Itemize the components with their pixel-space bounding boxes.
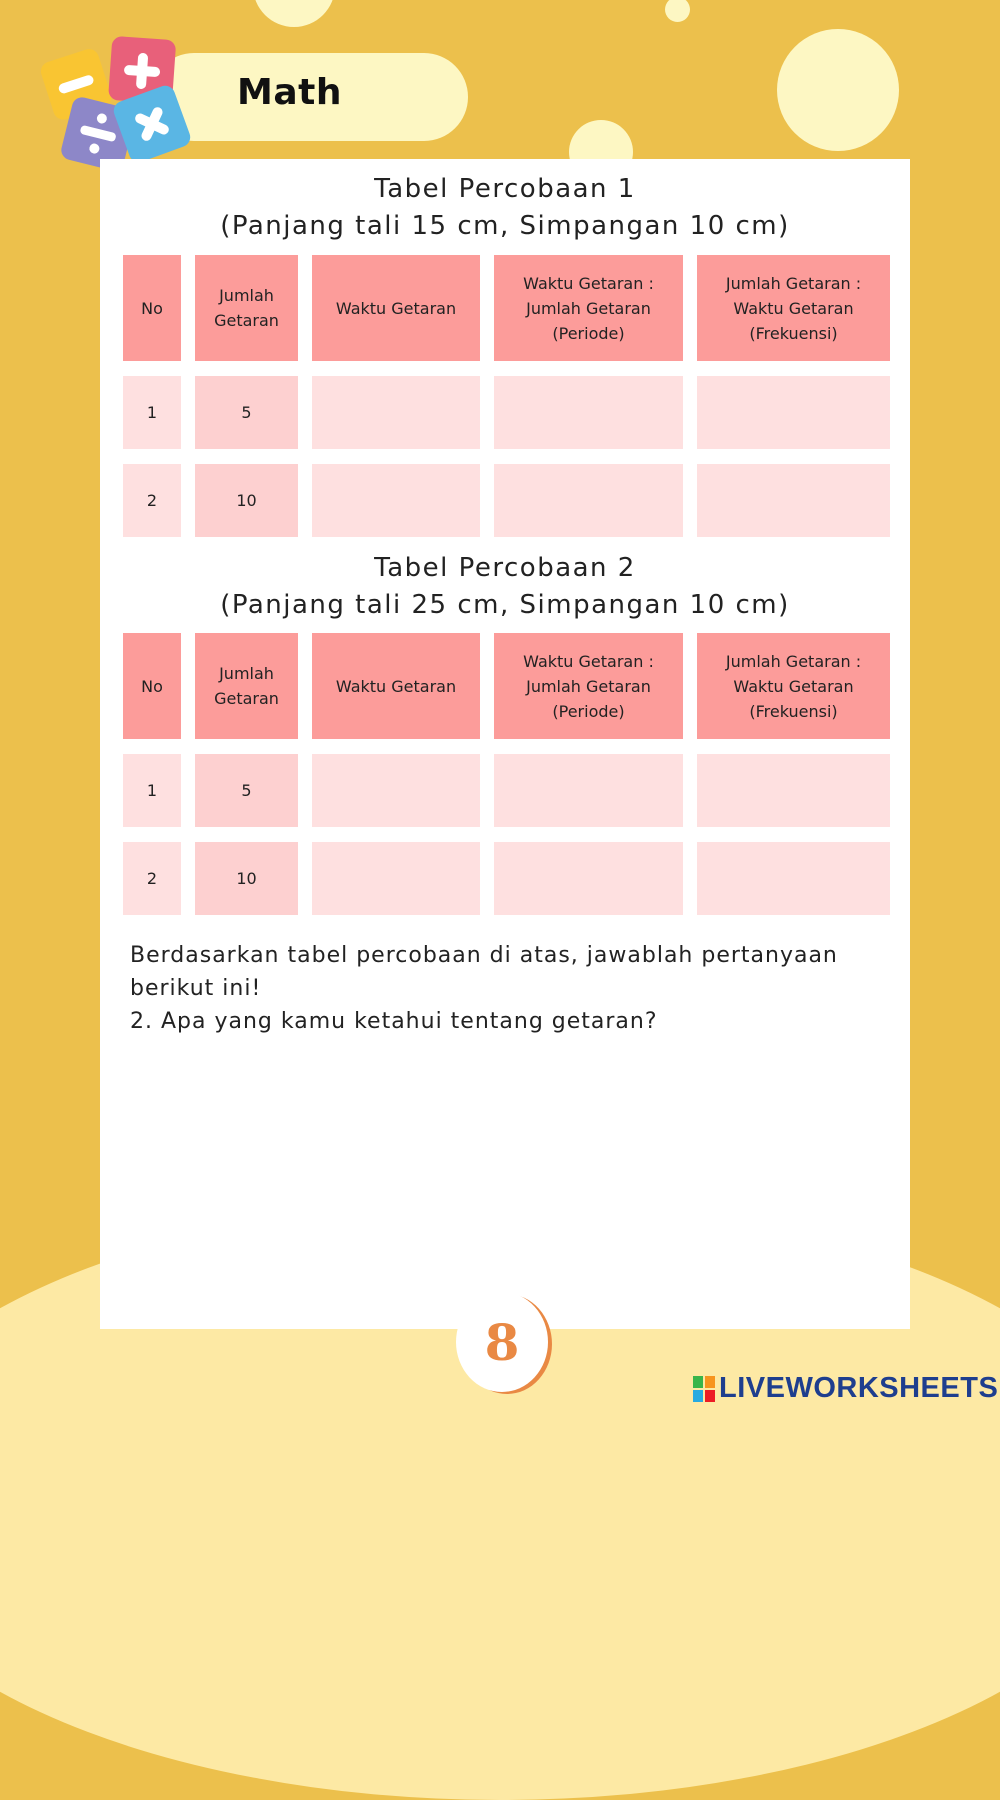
table2-subtitle: (Panjang tali 25 cm, Simpangan 10 cm) [220, 590, 790, 620]
table1-row1-frekuensi-input[interactable] [697, 376, 890, 449]
table2-row2-jumlah: 10 [195, 842, 298, 915]
table1-row1-jumlah: 5 [195, 376, 298, 449]
table1-row1-no: 1 [123, 376, 181, 449]
page-title: Math [237, 72, 342, 113]
table1-subtitle: (Panjang tali 15 cm, Simpangan 10 cm) [220, 211, 790, 241]
table2-row2-periode-input[interactable] [494, 842, 683, 915]
decor-circle [777, 29, 899, 151]
question-block [130, 939, 870, 1038]
liveworksheets-brand [693, 1372, 998, 1405]
table1-row1-periode-input[interactable] [494, 376, 683, 449]
table2-row1-jumlah: 5 [195, 754, 298, 827]
table1-row1-waktu-input[interactable] [312, 376, 480, 449]
table2-header-periode: Waktu Getaran : Jumlah Getaran (Periode) [494, 633, 683, 739]
table2-row2-frekuensi-input[interactable] [697, 842, 890, 915]
table2-title: Tabel Percobaan 2 [374, 553, 636, 583]
table1-row2-no: 2 [123, 464, 181, 537]
question-intro: Berdasarkan tabel percobaan di atas, jawablah pertanyaan berikut ini! [130, 943, 838, 1001]
question-item: 2. Apa yang kamu ketahui tentang getaran? [130, 1009, 658, 1034]
table2-row2-waktu-input[interactable] [312, 842, 480, 915]
decor-circle [665, 0, 690, 22]
table2-header-jumlah-getaran: Jumlah Getaran [195, 633, 298, 739]
liveworksheets-text: LIVEWORKSHEETS [719, 1372, 999, 1404]
table2-header-frekuensi: Jumlah Getaran : Waktu Getaran (Frekuensi) [697, 633, 890, 739]
table1-title: Tabel Percobaan 1 [374, 174, 636, 204]
liveworksheets-logo-icon [693, 1376, 715, 1402]
table1-header-no: No [123, 255, 181, 361]
table1-row2-jumlah: 10 [195, 464, 298, 537]
decor-circle [253, 0, 335, 27]
page-number: 8 [456, 1292, 548, 1392]
table1-header-jumlah-getaran: Jumlah Getaran [195, 255, 298, 361]
table2-header-no: No [123, 633, 181, 739]
table2-row1-frekuensi-input[interactable] [697, 754, 890, 827]
table1-header-frekuensi: Jumlah Getaran : Waktu Getaran (Frekuensi) [697, 255, 890, 361]
worksheet-card [100, 159, 910, 1329]
table2-header-waktu-getaran: Waktu Getaran [312, 633, 480, 739]
table1-header-periode: Waktu Getaran : Jumlah Getaran (Periode) [494, 255, 683, 361]
table1-row2-waktu-input[interactable] [312, 464, 480, 537]
table1-row2-periode-input[interactable] [494, 464, 683, 537]
math-operators-icon [40, 32, 200, 172]
table1-row2-frekuensi-input[interactable] [697, 464, 890, 537]
table2-row1-no: 1 [123, 754, 181, 827]
table2-row2-no: 2 [123, 842, 181, 915]
table1-header-waktu-getaran: Waktu Getaran [312, 255, 480, 361]
table2-row1-waktu-input[interactable] [312, 754, 480, 827]
table2-row1-periode-input[interactable] [494, 754, 683, 827]
